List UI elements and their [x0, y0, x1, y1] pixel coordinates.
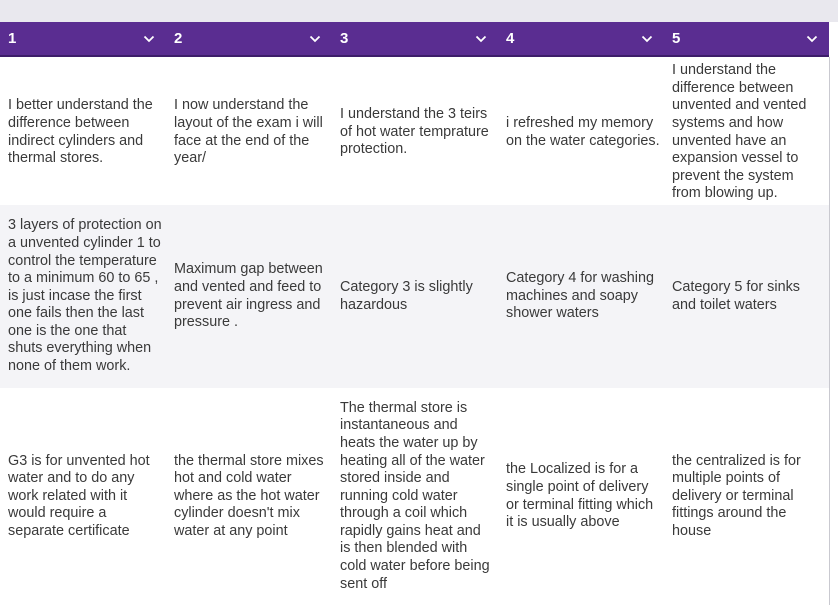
- chevron-down-icon[interactable]: [640, 32, 654, 46]
- table-cell: Category 5 for sinks and toilet waters: [672, 278, 800, 313]
- column-header-4[interactable]: [498, 22, 664, 55]
- column-header-label: 3: [340, 30, 349, 47]
- table-cell: the centralized is for multiple points of delivery or terminal fittings around the house: [672, 452, 801, 539]
- table-cell: the Localized is for a single point of delivery or terminal fitting which it is usually above: [506, 461, 654, 531]
- column-header-label: 2: [174, 30, 183, 47]
- column-header-label: 5: [672, 30, 681, 47]
- column-header-1[interactable]: [0, 22, 166, 55]
- table-header: [0, 22, 829, 57]
- table-cell: i refreshed my memory on the water categories.: [506, 114, 660, 149]
- chevron-down-icon[interactable]: [805, 32, 819, 46]
- column-header-5[interactable]: [664, 22, 829, 55]
- chevron-down-icon[interactable]: [308, 32, 322, 46]
- table-cell: I understand the 3 teirs of hot water temprature protection.: [340, 106, 489, 158]
- table-row: [0, 205, 829, 388]
- column-header-label: 1: [8, 30, 17, 47]
- table-cell: The thermal store is instantaneous and heats the water up by heating all of the water stored inside and running cold water through a coil which rapidly gains heat and is then blended with cold water before being sent off: [340, 399, 490, 592]
- column-header-2[interactable]: [166, 22, 332, 55]
- table-body[interactable]: [0, 60, 829, 605]
- chevron-down-icon[interactable]: [142, 32, 156, 46]
- table-cell: 3 layers of protection on a unvented cylinder 1 to control the temperature to a minimum 60 to 65 , is just incase the first one fails then the last one is the one that shuts everything when none of them work.: [8, 217, 162, 375]
- table-cell: Category 4 for washing machines and soapy shower waters: [506, 270, 654, 322]
- table-cell: I now understand the layout of the exam i will face at the end of the year/: [174, 97, 323, 167]
- column-header-3[interactable]: [332, 22, 498, 55]
- table-cell: I understand the difference between unvented and vented systems and how unvented have an expansion vessel to prevent the system from blowing up.: [672, 62, 807, 202]
- table-cell: Maximum gap between and vented and feed to prevent air ingress and pressure .: [174, 261, 323, 331]
- column-header-label: 4: [506, 30, 515, 47]
- table-row: [0, 60, 829, 205]
- table-right-border: [829, 57, 830, 605]
- table-cell: Category 3 is slightly hazardous: [340, 278, 473, 313]
- table-cell: G3 is for unvented hot water and to do any work related with it would require a separate certificate: [8, 452, 150, 539]
- table-cell: the thermal store mixes hot and cold water where as the hot water cylinder doesn't mix water at any point: [174, 452, 324, 539]
- table-row: [0, 388, 829, 605]
- top-strip: [0, 0, 838, 22]
- chevron-down-icon[interactable]: [474, 32, 488, 46]
- table-cell: I better understand the difference between indirect cylinders and thermal stores.: [8, 97, 153, 167]
